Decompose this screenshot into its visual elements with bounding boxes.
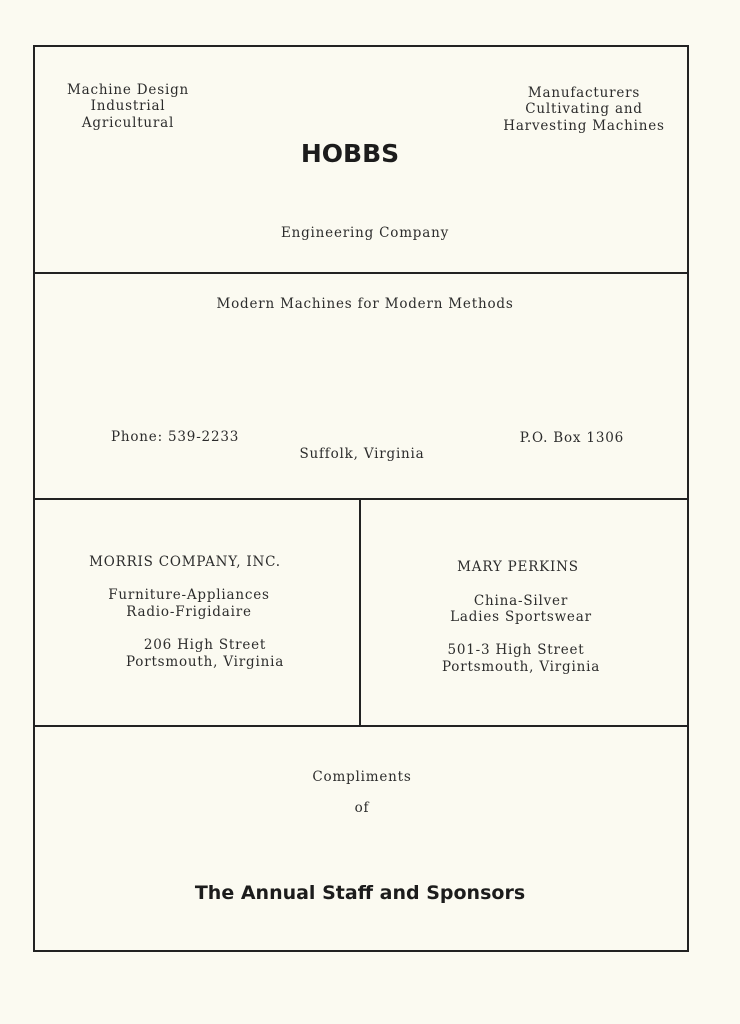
hobbs-right-line-1: Manufacturers (527, 85, 641, 101)
perkins-line-1: China-Silver (473, 593, 569, 609)
hobbs-left-line-1: Machine Design (66, 82, 189, 98)
morris-company-name: MORRIS COMPANY, INC. (89, 554, 281, 570)
perkins-city: Portsmouth, Virginia (441, 659, 601, 675)
divider-hobbs (33, 272, 689, 274)
perkins-line-2: Ladies Sportswear (450, 609, 592, 625)
morris-city: Portsmouth, Virginia (125, 654, 285, 670)
divider-vertical (359, 498, 361, 727)
hobbs-phone: Phone: 539-2233 (111, 429, 240, 445)
divider-lower (33, 725, 689, 727)
hobbs-tagline: Modern Machines for Modern Methods (216, 296, 514, 312)
morris-street: 206 High Street (143, 637, 267, 653)
hobbs-po-box: P.O. Box 1306 (519, 430, 624, 446)
hobbs-right-line-3: Harvesting Machines (503, 118, 665, 134)
compliments-line-2: of (354, 800, 370, 816)
sponsor-title: The Annual Staff and Sponsors (194, 882, 526, 904)
compliments-line-1: Compliments (312, 769, 412, 785)
morris-line-2: Radio-Frigidaire (126, 604, 252, 620)
hobbs-city: Suffolk, Virginia (299, 446, 425, 462)
hobbs-company-name: HOBBS (300, 139, 400, 168)
divider-middle (33, 498, 689, 500)
hobbs-right-line-2: Cultivating and (525, 101, 643, 117)
perkins-street: 501-3 High Street (447, 642, 585, 658)
morris-line-1: Furniture-Appliances (108, 587, 270, 603)
hobbs-left-line-3: Agricultural (81, 115, 175, 131)
hobbs-left-line-2: Industrial (90, 98, 166, 114)
perkins-name: MARY PERKINS (457, 559, 579, 575)
hobbs-subtitle: Engineering Company (280, 225, 450, 241)
